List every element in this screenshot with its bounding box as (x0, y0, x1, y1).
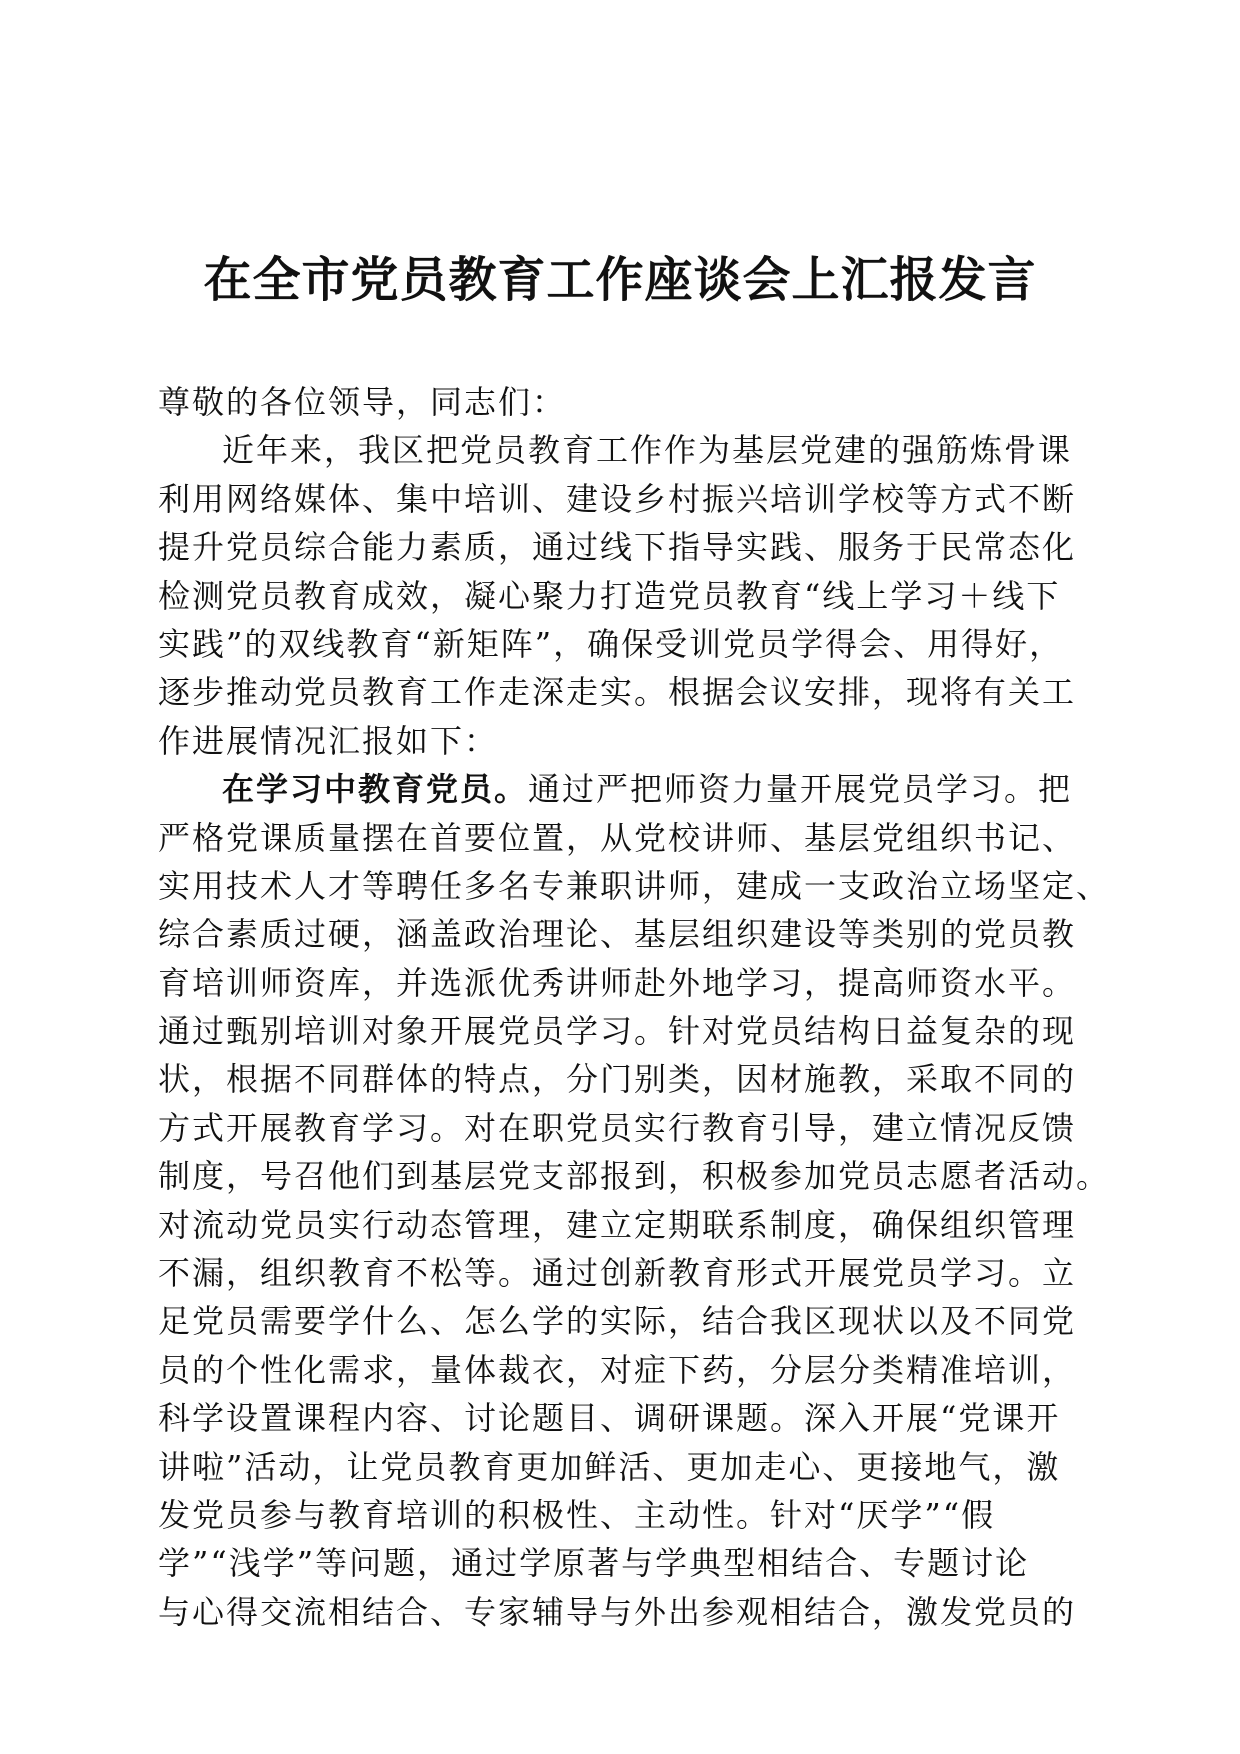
section-first-line (158, 765, 1098, 813)
paragraph-line: 严格党课质量摆在首要位置，从党校讲师、基层党组织书记、 (158, 818, 1077, 857)
paragraph-line: 实用技术人才等聘任多名专兼职讲师，建成一支政治立场坚定、 (158, 866, 1111, 905)
paragraph-line: 足党员需要学什么、怎么学的实际，结合我区现状以及不同党 (158, 1302, 1077, 1341)
document-title: 在全市党员教育工作座谈会上汇报发言 (203, 252, 1037, 308)
section-first-line-text: 通过严把师资力量开展党员学习。把 (528, 770, 1073, 809)
paragraph-line: 实践”的双线教育“新矩阵”，确保受训党员学得会、用得好， (158, 624, 1064, 663)
paragraph-line: 逐步推动党员教育工作走深走实。根据会议安排，现将有关工 (158, 673, 1077, 712)
section-learning (158, 765, 1111, 1636)
paragraph-line: 方式开展教育学习。对在职党员实行教育引导，建立情况反馈 (158, 1108, 1077, 1147)
paragraph-line: 与心得交流相结合、专家辅导与外出参观相结合，激发党员的 (158, 1592, 1077, 1631)
paragraph-line: 综合素质过硬，涵盖政治理论、基层组织建设等类别的党员教 (158, 915, 1077, 954)
paragraph-line: 不漏，组织教育不松等。通过创新教育形式开展党员学习。立 (158, 1254, 1077, 1293)
paragraph-line: 育培训师资库，并选派优秀讲师赴外地学习，提高师资水平。 (158, 963, 1077, 1002)
paragraph-line: 讲啦”活动，让党员教育更加鲜活、更加走心、更接地气，激 (158, 1447, 1061, 1486)
section-heading: 在学习中教育党员。 (222, 770, 529, 809)
paragraph-intro (158, 426, 1098, 765)
paragraph-line: 提升党员综合能力素质，通过线下指导实践、服务于民常态化 (158, 528, 1077, 567)
paragraph-line: 检测党员教育成效，凝心聚力打造党员教育“线上学习＋线下 (158, 576, 1061, 615)
paragraph-line: 对流动党员实行动态管理，建立定期联系制度，确保组织管理 (158, 1205, 1077, 1244)
paragraph-line: 通过甄别培训对象开展党员学习。针对党员结构日益复杂的现 (158, 1012, 1077, 1051)
document-body (158, 378, 1111, 1636)
paragraph-line: 制度，号召他们到基层党支部报到，积极参加党员志愿者活动。 (158, 1157, 1111, 1196)
paragraph-line: 科学设置课程内容、讨论题目、调研课题。深入开展“党课开 (158, 1399, 1061, 1438)
paragraph-line: 状，根据不同群体的特点，分门别类，因材施教，采取不同的 (158, 1060, 1077, 1099)
paragraph-line: 近年来，我区把党员教育工作作为基层党建的强筋炼骨课 (222, 431, 1073, 470)
salutation: 尊敬的各位领导，同志们： (158, 383, 567, 421)
paragraph-line: 发党员参与教育培训的积极性、主动性。针对“厌学”“假 (158, 1495, 996, 1534)
paragraph-line: 作进展情况汇报如下： (158, 721, 499, 760)
paragraph-line: 学”“浅学”等问题，通过学原著与学典型相结合、专题讨论 (158, 1544, 1030, 1583)
paragraph-line: 利用网络媒体、集中培训、建设乡村振兴培训学校等方式不断 (158, 479, 1077, 518)
paragraph-line: 员的个性化需求，量体裁衣，对症下药，分层分类精准培训， (158, 1350, 1077, 1389)
